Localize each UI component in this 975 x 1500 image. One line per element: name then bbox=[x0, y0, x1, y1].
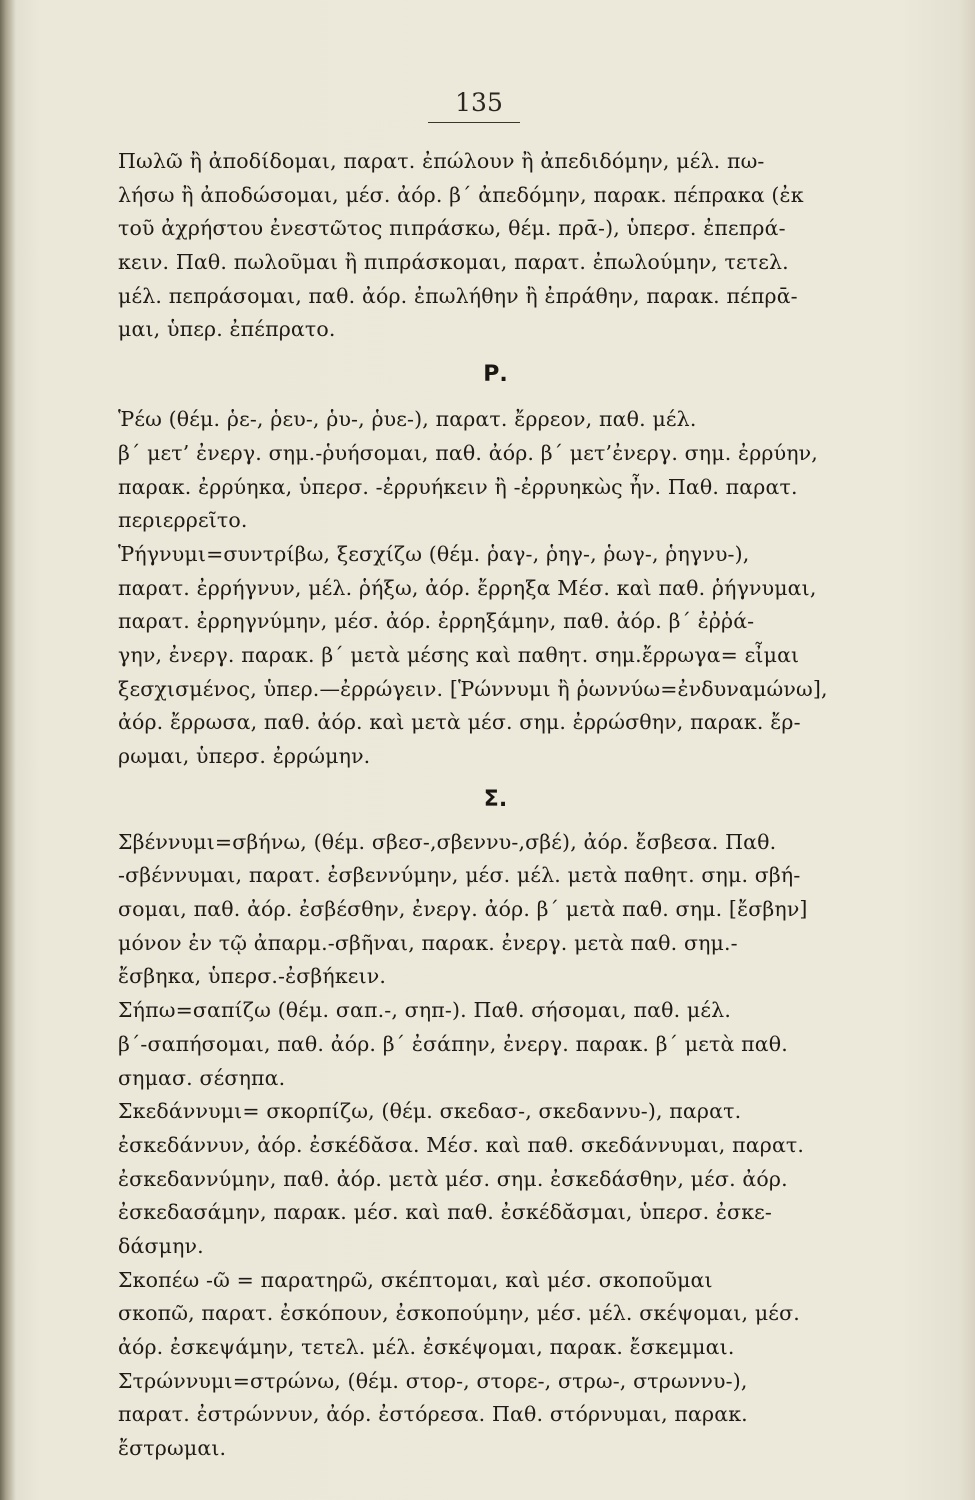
text-line: ἀόρ. ἐσκεψάμην, τετελ. μέλ. ἐσκέψομαι, παρακ. ἔσκεμμαι. bbox=[118, 1335, 735, 1359]
text-line: ξεσχισμένος, ὑπερ.—ἐρρώγειν. [Ῥώννυμι ἢ ῥωννύω=ἐνδυναμώνω], bbox=[118, 676, 828, 701]
text-line: ἐσκεδάννυν, ἀόρ. ἐσκέδᾰσα. Μέσ. καὶ παθ. σκεδάννυμαι, παρατ. bbox=[118, 1132, 805, 1157]
text-line: -σβέννυμαι, παρατ. ἐσβεννύμην, μέσ. μέλ. μετὰ παθητ. σημ. σβή- bbox=[118, 863, 801, 888]
text-line: μέλ. πεπράσομαι, παθ. ἀόρ. ἐπωλήθην ἢ ἐπράθην, παρακ. πέπρᾱ- bbox=[118, 283, 798, 308]
text-line: παρατ. ἐρρηγνύμην, μέσ. ἀόρ. ἐρρηξάμην, παθ. ἀόρ. β΄ ἐῤῥά- bbox=[118, 609, 755, 634]
text-line: ἔσβηκα, ὑπερσ.-ἐσβήκειν. bbox=[118, 964, 387, 989]
text-line: σομαι, παθ. ἀόρ. ἐσβέσθην, ἐνεργ. ἀόρ. β΄ μετὰ παθ. σημ. [ἔσβην] bbox=[118, 897, 808, 922]
entry-polo bbox=[118, 145, 873, 347]
text-line: γην, ἐνεργ. παρακ. β΄ μετὰ μέσης καὶ παθητ. σημ.ἔρρωγα= εἶμαι bbox=[118, 642, 800, 667]
text-line: ἐσκεδαννύμην, παθ. ἀόρ. μετὰ μέσ. σημ. ἐσκεδάσθην, μέσ. ἀόρ. bbox=[118, 1166, 788, 1191]
text-line: σκοπῶ, παρατ. ἐσκόπουν, ἐσκοπούμην, μέσ. μέλ. σκέψομαι, μέσ. bbox=[118, 1301, 800, 1326]
text-line: Σκοπέω -ῶ = παρατηρῶ, σκέπτομαι, καὶ μέσ. σκοποῦμαι bbox=[118, 1267, 713, 1292]
text-line: Σκεδάννυμι= σκορπίζω, (θέμ. σκεδασ-, σκεδαννυ-), παρατ. bbox=[118, 1099, 742, 1124]
text-line: περιερρεῖτο. bbox=[118, 508, 248, 533]
text-line: ἔστρωμαι. bbox=[118, 1436, 227, 1461]
text-line: παρατ. ἐστρώννυν, ἀόρ. ἐστόρεσα. Παθ. στόρνυμαι, παρακ. bbox=[118, 1402, 748, 1427]
text-line: Σήπω=σαπίζω (θέμ. σαπ.-, σηπ-). Παθ. σήσομαι, παθ. μέλ. bbox=[118, 998, 731, 1023]
page-number: 135 bbox=[455, 88, 503, 117]
entries-sigma bbox=[118, 826, 873, 1466]
text-line: Πωλῶ ἢ ἀποδίδομαι, παρατ. ἐπώλουν ἢ ἀπεδιδόμην, μέλ. πω- bbox=[118, 149, 765, 173]
text-line: Σβέννυμι=σβήνω, (θέμ. σβεσ-,σβεννυ-,σβέ), ἀόρ. ἔσβεσα. Παθ. bbox=[118, 829, 777, 854]
section-heading-sigma: Σ. bbox=[483, 786, 508, 812]
text-line: κειν. Παθ. πωλοῦμαι ἢ πιπράσκομαι, παρατ. ἐπωλούμην, τετελ. bbox=[118, 250, 789, 275]
text-line: ρωμαι, ὑπερσ. ἐρρώμην. bbox=[118, 744, 371, 768]
text-line: μόνον ἐν τῷ ἀπαρμ.-σβῆναι, παρακ. ἐνεργ. μετὰ παθ. σημ.- bbox=[118, 930, 738, 955]
text-line: τοῦ ἀχρήστου ἐνεστῶτος πιπράσκω, θέμ. πρᾱ-), ὑπερσ. ἐπεπρά- bbox=[118, 216, 786, 241]
text-line: παρακ. ἐρρύηκα, ὑπερσ. -ἐρρυήκειν ἢ -ἐρρυηκὼς ἦν. Παθ. παρατ. bbox=[118, 474, 798, 499]
text-line: Ῥέω (θέμ. ῥε-, ῥευ-, ῥυ-, ῥυε-), παρατ. ἔρρεον, παθ. μέλ. bbox=[118, 407, 697, 432]
section-heading-rho: Ρ. bbox=[483, 362, 508, 388]
text-line: ἐσκεδασάμην, παρακ. μέσ. καὶ παθ. ἐσκέδᾰσμαι, ὑπερσ. ἐσκε- bbox=[118, 1200, 773, 1225]
text-line: β΄ μετ’ ἐνεργ. σημ.-ῥυήσομαι, παθ. ἀόρ. β΄ μετ’ἐνεργ. σημ. ἐρρύην, bbox=[118, 440, 818, 465]
text-line: μαι, ὑπερ. ἐπέπρατο. bbox=[118, 317, 336, 342]
text-line: Στρώννυμι=στρώνω, (θέμ. στορ-, στορε-, στρω-, στρωννυ-), bbox=[118, 1368, 748, 1393]
text-line: λήσω ἢ ἀποδώσομαι, μέσ. ἀόρ. β΄ ἀπεδόμην, παρακ. πέπρακα (ἐκ bbox=[118, 182, 804, 207]
text-line: Ῥήγνυμι=συντρίβω, ξεσχίζω (θέμ. ῥαγ-, ῥηγ-, ῥωγ-, ῥηγνυ-), bbox=[118, 541, 750, 566]
text-line: δάσμην. bbox=[118, 1233, 204, 1258]
text-line: παρατ. ἐρρήγνυν, μέλ. ῥήξω, ἀόρ. ἔρρηξα Μέσ. καὶ παθ. ῥήγνυμαι, bbox=[118, 575, 817, 600]
text-line: ἀόρ. ἔρρωσα, παθ. ἀόρ. καὶ μετὰ μέσ. σημ. ἐρρώσθην, παρακ. ἔρ- bbox=[118, 710, 801, 735]
page-number-rule bbox=[428, 122, 520, 123]
page-body bbox=[118, 145, 873, 1466]
entries-rho bbox=[118, 403, 873, 774]
text-line: β΄-σαπήσομαι, παθ. ἀόρ. β΄ ἐσάπην, ἐνεργ. παρακ. β΄ μετὰ παθ. bbox=[118, 1031, 788, 1056]
text-line: σημασ. σέσηπα. bbox=[118, 1065, 286, 1090]
